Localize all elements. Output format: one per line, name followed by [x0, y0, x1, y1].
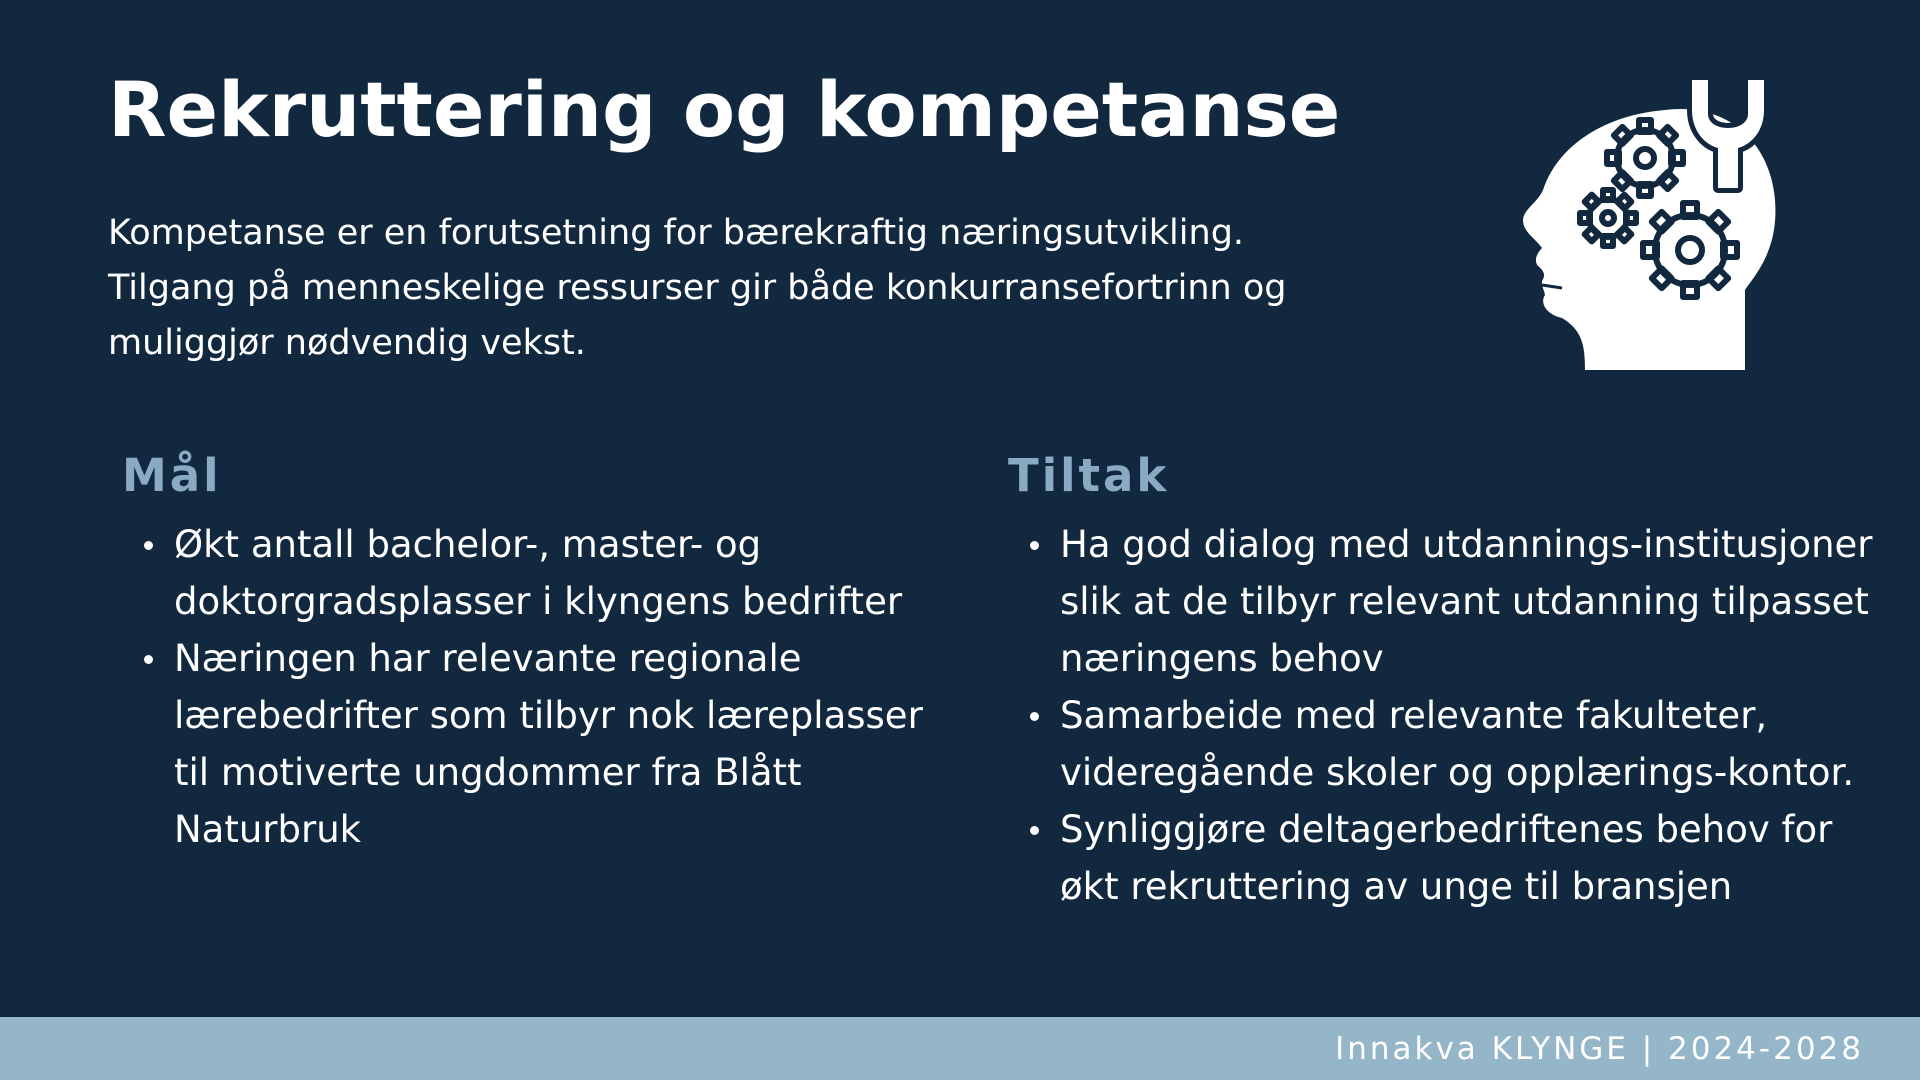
actions-list — [1008, 516, 1878, 915]
action-item — [1008, 687, 1878, 801]
action-item — [1008, 516, 1878, 687]
goal-item — [122, 516, 962, 630]
intro-paragraph: Kompetanse er en forutsetning for bærekraftig næringsutvikling. Tilgang på menneskelige ressurser gir både konkurransefortrinn og muliggjør nødvendig vekst. — [108, 213, 1287, 363]
head-gears-wrench-icon — [1500, 70, 1800, 380]
goals-heading: Mål — [122, 449, 222, 502]
bullet-dot-icon — [1030, 712, 1039, 721]
bullet-dot-icon — [1030, 826, 1039, 835]
bullet-dot-icon — [144, 655, 153, 664]
goals-section — [122, 448, 962, 858]
bullet-dot-icon — [1030, 541, 1039, 550]
footer-bar — [0, 1017, 1920, 1080]
slide-title: Rekruttering og kompetanse — [108, 65, 1341, 154]
action-item-text: Ha god dialog med utdannings-institusjoner slik at de tilbyr relevant utdanning tilpasset næringens behov — [1060, 523, 1873, 680]
goal-item-text: Økt antall bachelor-, master- og doktorgradsplasser i klyngens bedrifter — [174, 523, 903, 623]
footer-text: Innakva KLYNGE | 2024-2028 — [1335, 1031, 1864, 1067]
bullet-dot-icon — [144, 541, 153, 550]
action-item-text: Samarbeide med relevante fakulteter, videregående skoler og opplærings-kontor. — [1060, 694, 1855, 794]
goals-list — [122, 516, 962, 858]
action-item-text: Synliggjøre deltagerbedriftenes behov for økt rekruttering av unge til bransjen — [1060, 808, 1833, 908]
goal-item-text: Næringen har relevante regionale lærebedrifter som tilbyr nok læreplasser til motiverte ungdommer fra Blått Naturbruk — [174, 637, 923, 851]
actions-section — [1008, 448, 1878, 915]
action-item — [1008, 801, 1878, 915]
goal-item — [122, 630, 962, 858]
actions-heading: Tiltak — [1008, 449, 1170, 502]
